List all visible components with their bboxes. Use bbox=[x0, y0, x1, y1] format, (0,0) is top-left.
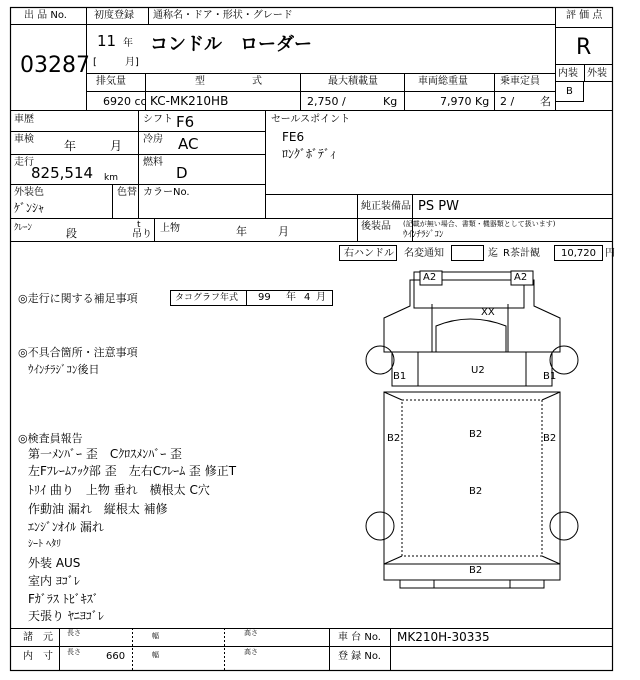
tachograph-month: 4 bbox=[304, 292, 311, 303]
inner-height-label: 高さ bbox=[244, 648, 258, 656]
chassis-number-label: 車 台 No. bbox=[338, 632, 381, 643]
damage-code-b1-right: B1 bbox=[543, 371, 557, 382]
displacement-value: 6920 cc bbox=[103, 95, 147, 108]
mileage-value: 825,514 bbox=[31, 164, 94, 182]
interior-label: 内装 bbox=[558, 68, 578, 79]
report-line-9: Fｶﾞﾗｽ ﾄﾋﾞｷｽﾞ bbox=[28, 592, 99, 606]
sales-points-label: セールスポイント bbox=[271, 114, 351, 125]
name-change-label: 名変通知 bbox=[404, 248, 444, 259]
lot-number-label: 出 品 No. bbox=[24, 10, 67, 21]
aftermarket-label: 後装品 bbox=[361, 221, 391, 232]
listing-year-unit: 年 bbox=[236, 225, 247, 238]
year-unit: 年 bbox=[123, 38, 133, 49]
prior-mileage-unit: 円 bbox=[605, 248, 615, 259]
history-label: 車歴 bbox=[14, 114, 34, 125]
mileage-label: 走行 bbox=[14, 157, 34, 168]
report-line-4: 作動油 漏れ 縦根太 補修 bbox=[28, 502, 168, 516]
lot-number: 03287 bbox=[20, 53, 90, 78]
ac-label: 冷房 bbox=[143, 134, 163, 145]
prior-mileage-label: R茶計観 bbox=[503, 248, 540, 259]
report-line-3: ﾄﾘｲ 曲り 上物 垂れ 横根太 C穴 bbox=[28, 483, 210, 497]
report-line-7: 外装 AUS bbox=[28, 556, 81, 570]
damage-code-b1-left: B1 bbox=[393, 371, 407, 382]
report-line-6: ｼｰﾄ ﾍﾀﾘ bbox=[28, 539, 62, 550]
color-label: 色替 bbox=[117, 187, 137, 198]
shift-value: F6 bbox=[176, 113, 195, 131]
aftermarket-value: ｳｲﾝﾁﾗｼﾞｺﾝ bbox=[403, 230, 444, 240]
mileage-unit: km bbox=[104, 173, 118, 183]
report-line-2: 左Fﾌﾚｰﾑﾌｯｸ部 歪 左右Cﾌﾚｰﾑ 歪 修正T bbox=[28, 464, 237, 478]
model-label-2: 式 bbox=[252, 76, 262, 87]
outer-height-label: 高さ bbox=[244, 629, 258, 637]
ac-value: AC bbox=[178, 135, 199, 153]
dimensions-label: 諸 元 bbox=[23, 632, 53, 643]
tachograph-year-unit: 年 bbox=[286, 292, 296, 303]
interior-grade: B bbox=[566, 86, 573, 97]
damage-code-a2-right: A2 bbox=[514, 272, 528, 283]
listing-label: 上物 bbox=[160, 223, 180, 234]
model-label: 型 bbox=[195, 76, 205, 87]
capacity-label: 乗車定員 bbox=[500, 76, 540, 87]
grade-label: 評 価 点 bbox=[566, 10, 603, 21]
capacity-unit: 名 bbox=[540, 95, 551, 108]
inspection-year: 年 bbox=[64, 139, 77, 153]
sales-point-1: FE6 bbox=[282, 130, 305, 144]
inner-width-label: 幅 bbox=[152, 651, 159, 659]
damage-code-xx: XX bbox=[481, 307, 495, 318]
month-bracket-open: [ bbox=[93, 57, 97, 68]
aftermarket-note: (記載が無い場合、書類・機器類として扱います) bbox=[403, 220, 556, 228]
first-registration-year: 11 bbox=[97, 32, 117, 50]
inspection-label: 車検 bbox=[14, 134, 34, 145]
name-label: 通称名・ドア・形状・グレード bbox=[153, 10, 293, 21]
chassis-number-value: MK210H-30335 bbox=[397, 630, 490, 644]
report-line-5: ｴﾝｼﾞﾝｵｲﾙ 漏れ bbox=[28, 520, 104, 534]
damage-code-b2-left: B2 bbox=[387, 433, 401, 444]
outer-length-label: 長さ bbox=[67, 629, 81, 637]
shift-label: シフト bbox=[143, 114, 173, 125]
standard-equipment-value: PS PW bbox=[418, 199, 459, 214]
damage-code-b2-center-top: B2 bbox=[469, 429, 483, 440]
outer-width-label: 幅 bbox=[152, 632, 159, 640]
crane-stage-label: 段 bbox=[66, 227, 77, 240]
gross-weight-value: 7,970 Kg bbox=[440, 95, 490, 108]
standard-equipment-label: 純正装備品 bbox=[361, 201, 411, 212]
damage-code-b2-rear: B2 bbox=[469, 565, 483, 576]
capacity-value: 2 / bbox=[500, 95, 515, 108]
inspector-report-label: ◎検査員報告 bbox=[18, 432, 83, 445]
gross-weight-label: 車両総重量 bbox=[418, 76, 468, 87]
defects-value: ｳｲﾝﾁﾗｼﾞｺﾝ後日 bbox=[28, 363, 100, 376]
max-load-label: 最大積載量 bbox=[328, 76, 378, 87]
crane-ton-unit: t bbox=[137, 220, 141, 230]
crane-label: ｸﾚｰﾝ bbox=[14, 223, 33, 233]
model-code: KC-MK210HB bbox=[150, 94, 229, 108]
inner-length-value: 660 bbox=[106, 651, 126, 662]
fuel-value: D bbox=[176, 164, 188, 182]
damage-code-b2-center-bottom: B2 bbox=[469, 486, 483, 497]
fuel-label: 燃料 bbox=[143, 157, 163, 168]
exterior-color-label: 外装色 bbox=[14, 187, 44, 198]
registration-number-label: 登 録 No. bbox=[338, 651, 381, 662]
inspection-month: 月 bbox=[110, 139, 123, 153]
color-number-label: カラーNo. bbox=[143, 187, 190, 198]
tachograph-label: タコグラフ年式 bbox=[175, 293, 239, 303]
report-line-8: 室内 ﾖｺﾞﾚ bbox=[28, 574, 80, 588]
max-load-unit: Kg bbox=[383, 95, 398, 108]
crane-hoist-label: 吊り bbox=[132, 229, 152, 240]
interior-dimensions-label: 内 寸 bbox=[23, 651, 53, 662]
mileage-note-label: 迄 bbox=[488, 248, 498, 259]
sales-point-2: ﾛﾝｸﾞﾎﾞﾃﾞｨ bbox=[282, 147, 337, 161]
vehicle-name: コンドル ローダー bbox=[150, 34, 312, 55]
exterior-label: 外装 bbox=[587, 68, 607, 79]
displacement-label: 排気量 bbox=[96, 76, 126, 87]
first-registration-label: 初度登録 bbox=[94, 10, 134, 21]
steering-label: 右ハンドル bbox=[344, 248, 394, 259]
max-load-value: 2,750 / bbox=[307, 95, 346, 108]
prior-mileage-value: 10,720 bbox=[561, 248, 596, 259]
defects-label: ◎不具合箇所・注意事項 bbox=[18, 346, 138, 359]
grade-value: R bbox=[576, 35, 592, 60]
damage-code-u2: U2 bbox=[471, 365, 485, 376]
exterior-color-value: ｹﾞﾝｼｬ bbox=[14, 201, 45, 215]
driving-notes-label: ◎走行に関する補足事項 bbox=[18, 292, 138, 305]
damage-code-b2-right: B2 bbox=[543, 433, 557, 444]
report-line-1: 第一ﾒﾝﾊﾞｰ 歪 Cｸﾛｽﾒﾝﾊﾞｰ 歪 bbox=[28, 447, 183, 461]
damage-code-a2-left: A2 bbox=[423, 272, 437, 283]
listing-month-unit: 月 bbox=[278, 225, 289, 238]
month-unit: 月] bbox=[125, 57, 139, 68]
tachograph-year: 99 bbox=[258, 292, 271, 303]
inner-length-label: 長さ bbox=[67, 648, 81, 656]
report-line-10: 天張り ﾔﾆﾖｺﾞﾚ bbox=[28, 609, 104, 623]
tachograph-month-unit: 月 bbox=[316, 292, 326, 303]
